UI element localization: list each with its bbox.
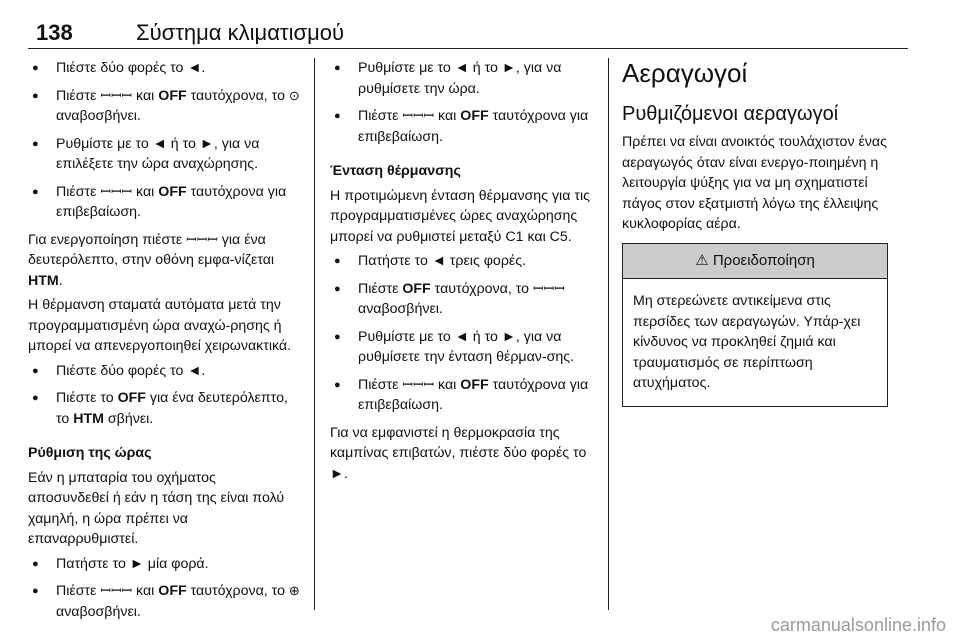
text: . (201, 362, 206, 379)
list-item (330, 279, 600, 320)
timer-icon: ⊙ (288, 87, 300, 103)
paragraph: Εάν η μπαταρία του οχήματος αποσυνδεθεί ή εάν η τάση της είναι πολύ χαμηλή, η ώρα πρέπει να επαναρρυθμιστεί. (28, 469, 285, 547)
text: Πιέστε το (56, 390, 118, 406)
paragraph: Πρέπει να είναι ανοικτός τουλάχιστον ένας αεραγωγός όταν είναι ενεργο-ποιημένη η λειτουργία ψύξης για να μη σχηματιστεί πάγος στον εξατμιστή λόγω της έλλειψης κυκλοφορίας αέρα. (622, 134, 887, 232)
text: Πιέστε δύο φορές το (56, 362, 188, 379)
left-arrow-icon: ◄ (152, 135, 167, 152)
column-2 (330, 58, 600, 488)
watermark: carmanualsonline.info (770, 615, 946, 635)
text: ταυτόχρονα για επιβεβαίωση. (56, 183, 287, 220)
text: . (58, 272, 63, 289)
text: και (132, 183, 159, 200)
text: και (434, 108, 461, 124)
section-heading: Αεραγωγοί (622, 58, 748, 88)
list-item (28, 388, 300, 429)
list-item (28, 134, 300, 175)
left-arrow-icon: ◄ (454, 328, 469, 345)
chapter-title: Σύστημα κλιματισμού (136, 20, 345, 45)
list-item (28, 581, 300, 622)
list-item (330, 106, 600, 147)
text: Πιέστε (56, 87, 101, 104)
text: , για να ρυθμίσετε την ένταση θέρμαν-σης. (358, 328, 575, 365)
warning-body: Μη στερεώνετε αντικείμενα στις περσίδες των αεραγωγών. Υπάρ-χει κίνδυνος να προκληθεί ζημιά και τραυματισμός σε περίπτωση ατυχήματος. (633, 293, 861, 391)
list-item (330, 375, 600, 416)
heater-icon: ꟷꟷꟷ (100, 87, 133, 103)
paragraph: Η θέρμανση σταματά αυτόματα μετά την προγραμματισμένη ώρα αναχώ-ρησης ή μπορεί να απενεργοποιηθεί χειρωνακτικά. (28, 297, 292, 354)
text: Πιέστε (56, 583, 101, 599)
text: αναβοσβήνει. (358, 301, 443, 317)
page-header (28, 18, 908, 49)
heater-icon: ꟷꟷꟷ (402, 108, 435, 123)
paragraph (330, 423, 600, 485)
text: μία φορά. (143, 555, 209, 572)
heater-icon: ꟷꟷꟷ (100, 583, 133, 598)
left-arrow-icon: ◄ (431, 253, 446, 269)
text: για ένα δευτερόλεπτο, το (56, 390, 288, 427)
text: ή το (468, 328, 502, 345)
text: . (344, 465, 348, 482)
text: και (434, 376, 461, 393)
text: Πιέστε (358, 280, 403, 297)
text: ταυτόχρονα, το (186, 583, 289, 599)
right-arrow-icon: ► (330, 465, 345, 482)
list-item (330, 251, 600, 272)
htm-label: HTM (28, 272, 59, 289)
right-arrow-icon: ► (501, 60, 516, 76)
text: ταυτόχρονα, το (186, 87, 289, 104)
clock-icon: ⊕ (288, 583, 300, 598)
list-item (330, 58, 600, 99)
list-item (330, 327, 600, 368)
text: . (201, 60, 206, 76)
text: τρεις φορές. (445, 253, 526, 269)
list-item (28, 86, 300, 127)
paragraph (28, 230, 300, 292)
text: Ρυθμίστε με το (56, 135, 153, 152)
right-arrow-icon: ► (501, 328, 516, 345)
text: , για να επιλέξετε την ώρα αναχώρησης. (56, 135, 260, 172)
text: ταυτόχρονα για επιβεβαίωση. (358, 108, 589, 145)
column-divider (608, 58, 609, 610)
text: ή το (468, 60, 502, 76)
heater-icon: ꟷꟷꟷ (532, 280, 565, 296)
text: για ένα δευτερόλεπτο, στην οθόνη εμφα-νίζεται (28, 231, 275, 268)
text: Ρυθμίστε με το (358, 328, 455, 345)
subsection-heading: Ρυθμιζόμενοι αεραγωγοί (622, 103, 839, 125)
text: αναβοσβήνει. (56, 108, 141, 124)
left-arrow-icon: ◄ (454, 60, 469, 76)
list-item (28, 58, 300, 79)
off-label: OFF (158, 183, 187, 200)
text: Πιέστε δύο φορές το (56, 60, 188, 76)
left-arrow-icon: ◄ (187, 60, 202, 76)
right-arrow-icon: ► (129, 555, 144, 572)
text: ταυτόχρονα για επιβεβαίωση. (358, 376, 589, 413)
htm-label: HTM (73, 410, 104, 427)
text: και (132, 87, 159, 104)
heater-icon: ꟷꟷꟷ (186, 231, 218, 247)
warning-box (622, 243, 888, 407)
text: αναβοσβήνει. (56, 603, 141, 620)
text: Πιέστε (358, 376, 403, 393)
text: σβήνει. (103, 410, 154, 427)
text: Για ενεργοποίηση πιέστε (28, 231, 187, 248)
list-item (28, 182, 300, 223)
heater-icon: ꟷꟷꟷ (402, 376, 435, 392)
text: , για να ρυθμίσετε την ώρα. (358, 60, 562, 97)
text: Πατήστε το (358, 253, 432, 269)
off-label: OFF (460, 108, 489, 124)
off-label: OFF (460, 376, 489, 393)
left-arrow-icon: ◄ (187, 362, 202, 379)
page-number: 138 (36, 20, 73, 45)
subheading: Ρύθμιση της ώρας (28, 445, 152, 461)
text: ταυτόχρονα, το (430, 280, 533, 297)
text: Πατήστε το (56, 555, 130, 572)
text: ή το (166, 135, 200, 152)
warning-header (623, 244, 887, 280)
heater-icon: ꟷꟷꟷ (100, 183, 133, 199)
column-3 (622, 58, 888, 407)
text: και (132, 583, 159, 599)
text: Πιέστε (56, 183, 101, 200)
text: Πιέστε (358, 108, 403, 124)
off-label: OFF (158, 583, 187, 599)
paragraph: Η προτιμώμενη ένταση θέρμανσης για τις προγραμματισμένες ώρες αναχώρησης μπορεί να ρυθμιστεί μεταξύ C1 και C5. (330, 187, 590, 245)
column-1 (28, 58, 300, 629)
right-arrow-icon: ► (199, 135, 214, 152)
warning-title: Προειδοποίηση (712, 251, 815, 269)
text: Για να εμφανιστεί η θερμοκρασία της καμπίνας επιβατών, πιέστε δύο φορές το (330, 424, 587, 461)
off-label: OFF (117, 390, 146, 406)
off-label: OFF (402, 280, 431, 297)
list-item (28, 361, 300, 382)
column-divider (314, 58, 315, 610)
warning-icon: ⚠ (695, 251, 709, 269)
list-item (28, 554, 300, 575)
text: Ρυθμίστε με το (358, 60, 455, 76)
off-label: OFF (158, 87, 187, 104)
subheading: Ένταση θέρμανσης (330, 163, 461, 179)
